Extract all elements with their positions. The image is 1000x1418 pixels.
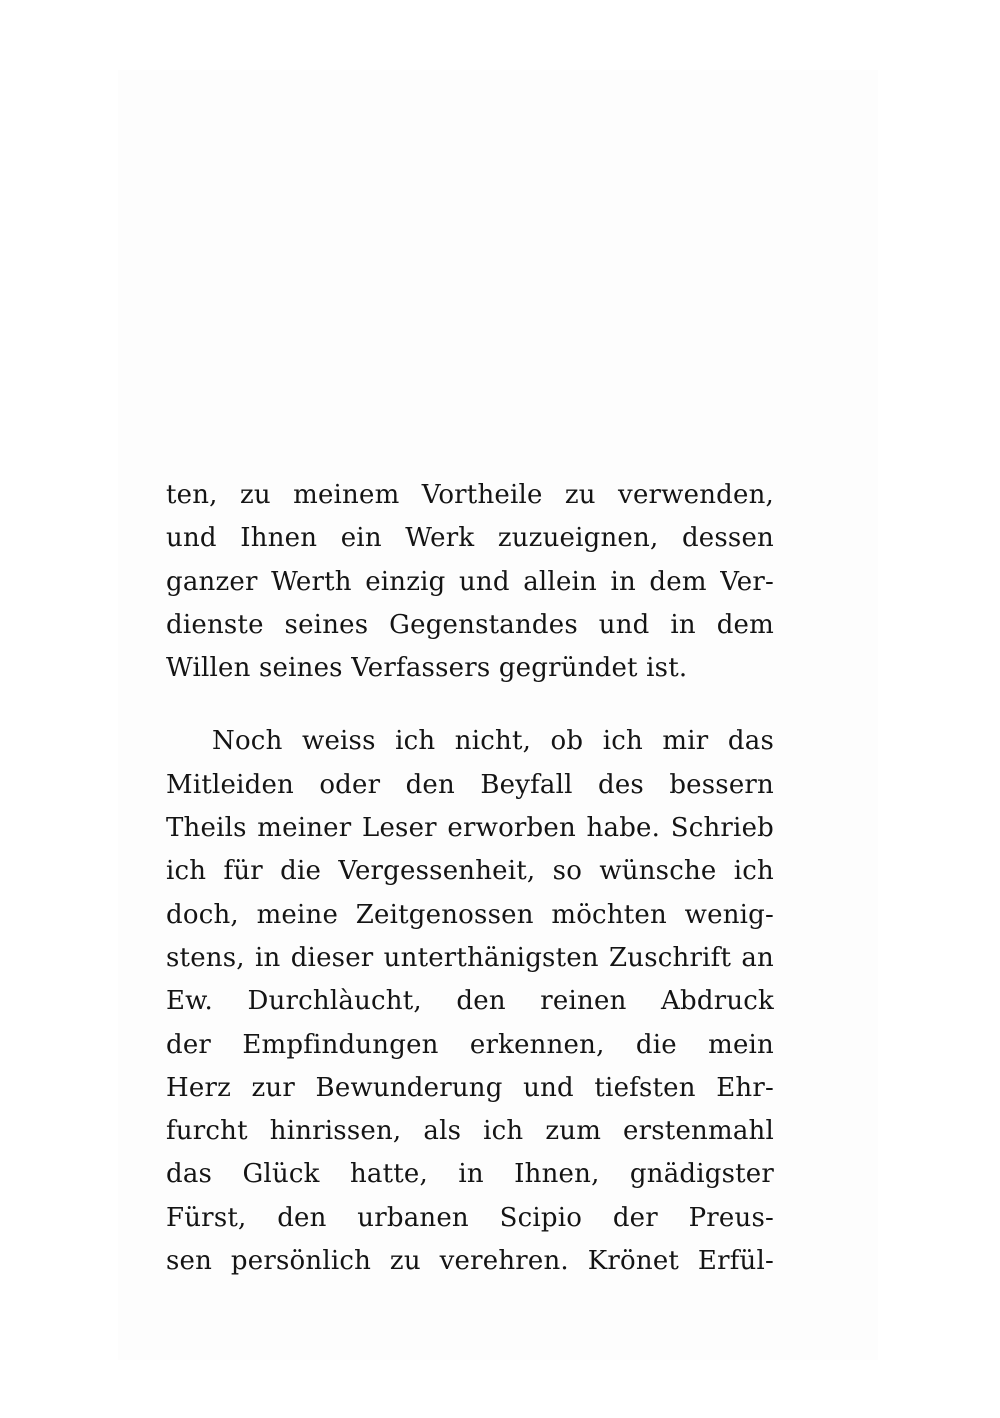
text-line: doch, meine Zeitgenossen möchten wenig- <box>166 899 774 930</box>
text-line: und Ihnen ein Werk zuzueignen, dessen <box>166 523 774 554</box>
paragraph-2 <box>166 720 774 1283</box>
text-line: furcht hinrissen, als ich zum erstenmahl <box>166 1116 774 1147</box>
text-line: ten, zu meinem Vortheile zu verwenden, <box>166 480 774 510</box>
text-line: dienste seines Gegenstandes und in dem <box>166 609 774 640</box>
text-line: Ew. Durchlàucht, den reinen Abdruck <box>166 986 774 1017</box>
text-line: Theils meiner Leser erworben habe. Schrieb <box>166 813 774 844</box>
text-line: Noch weiss ich nicht, ob ich mir das <box>212 726 774 757</box>
text-line: Fürst, den urbanen Scipio der Preus- <box>166 1202 774 1233</box>
paragraph-gap <box>166 690 774 720</box>
document-body <box>166 474 774 1283</box>
paragraph-1 <box>166 474 774 690</box>
text-line: stens, in dieser unterthänigsten Zuschrift an <box>166 942 774 973</box>
text-line: ganzer Werth einzig und allein in dem Ver- <box>166 566 774 597</box>
text-line: Mitleiden oder den Beyfall des bessern <box>166 769 774 800</box>
text-line: der Empfindungen erkennen, die mein <box>166 1029 774 1060</box>
text-line: Willen seines Verfassers gegründet ist. <box>166 653 688 684</box>
text-line: ich für die Vergessenheit, so wünsche ich <box>166 856 774 887</box>
text-line: sen persönlich zu verehren. Krönet Erfül- <box>166 1246 774 1277</box>
text-line: Herz zur Bewunderung und tiefsten Ehr- <box>166 1072 774 1103</box>
text-line: das Glück hatte, in Ihnen, gnädigster <box>166 1159 774 1190</box>
